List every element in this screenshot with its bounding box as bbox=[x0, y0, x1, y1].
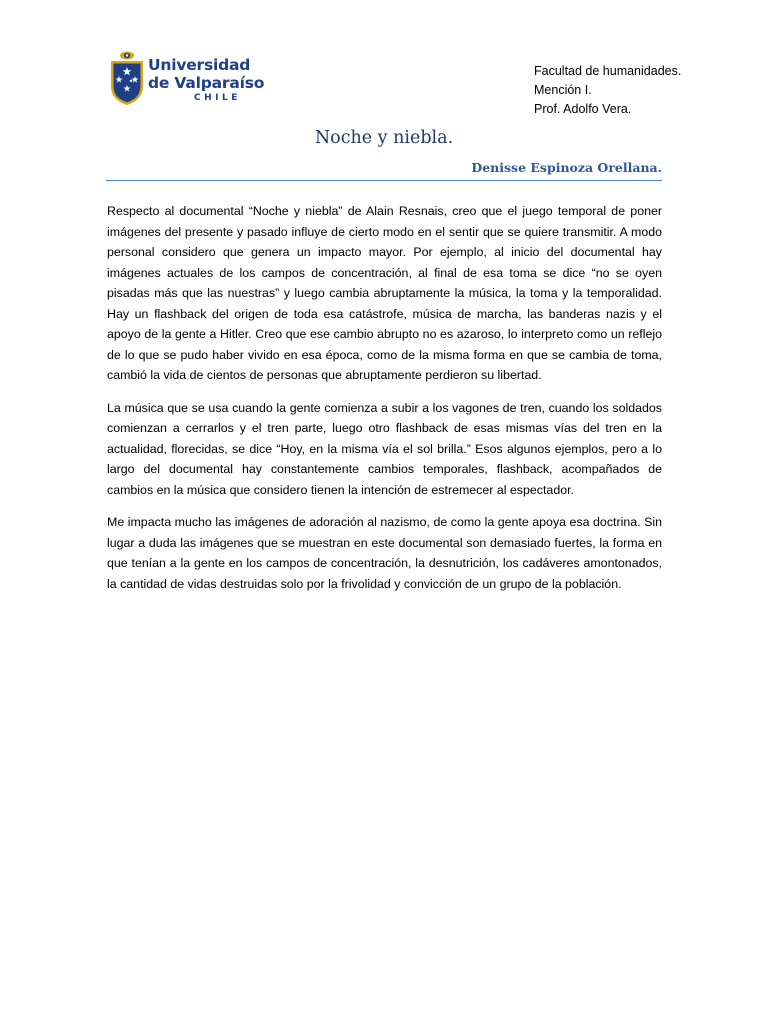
logo-line-university: Universidad bbox=[148, 56, 251, 74]
paragraph: Respecto al documental “Noche y niebla” de Alain Resnais, creo que el juego temporal de poner imágenes del presente y pasado influye de cierto modo en el sentir que se quiere transmitir. A modo personal considero que genera un impacto mayor. Por ejemplo, al inicio del documental hay imágenes actuales de los campos de concentración, al final de esa toma se dice “no se oyen pisadas más que las nuestras” y luego cambia abruptamente la música, la toma y la temporalidad. Hay un flashback del origen de toda esa catástrofe, música de marcha, las banderas nazis y el apoyo de la gente a Hitler. Creo que ese cambio abrupto no es azaroso, lo interpreto como un reflejo de lo que se pudo haber vivido en esa época, como de la misma forma en que se cambia de toma, cambió la vida de cientos de personas que abruptamente perdieron su libertad. bbox=[107, 204, 662, 382]
faculty-line: Facultad de humanidades. bbox=[534, 64, 682, 78]
university-shield-icon bbox=[110, 50, 144, 106]
logo-line-valparaiso: de Valparaíso bbox=[148, 74, 265, 92]
paragraph: La música que se usa cuando la gente comienza a subir a los vagones de tren, cuando los soldados comienzan a cerrarlos y el tren parte, luego otro flashback de esas mismas vías del tren en la actualidad, florecidas, se dice “Hoy, en la misma vía el sol brilla.” Esos algunos ejemplos, pero a lo largo del documental hay constantemente cambios temporales, flashback, acompañados de cambios en la música que considero tienen la intención de estremecer al espectador. bbox=[107, 400, 662, 497]
document-author: Denisse Espinoza Orellana. bbox=[471, 160, 662, 175]
document-title: Noche y niebla. bbox=[314, 128, 454, 148]
document-body bbox=[107, 201, 662, 606]
mention-line: Mención I. bbox=[534, 83, 592, 97]
course-info bbox=[534, 62, 681, 119]
university-logo bbox=[110, 50, 270, 110]
logo-line-chile: CHILE bbox=[194, 93, 241, 103]
professor-line: Prof. Adolfo Vera. bbox=[534, 102, 632, 116]
university-wordmark bbox=[148, 56, 264, 104]
title-divider bbox=[106, 180, 662, 181]
paragraph: Me impacta mucho las imágenes de adoración al nazismo, de como la gente apoya esa doctrina. Sin lugar a duda las imágenes que se muestran en este documental son demasiado fuertes, la forma en que tenían a la gente en los campos de concentración, la desnutrición, los cadáveres amontonados, la cantidad de vidas destruidas solo por la frivolidad y convicción de un grupo de la población. bbox=[107, 515, 662, 591]
